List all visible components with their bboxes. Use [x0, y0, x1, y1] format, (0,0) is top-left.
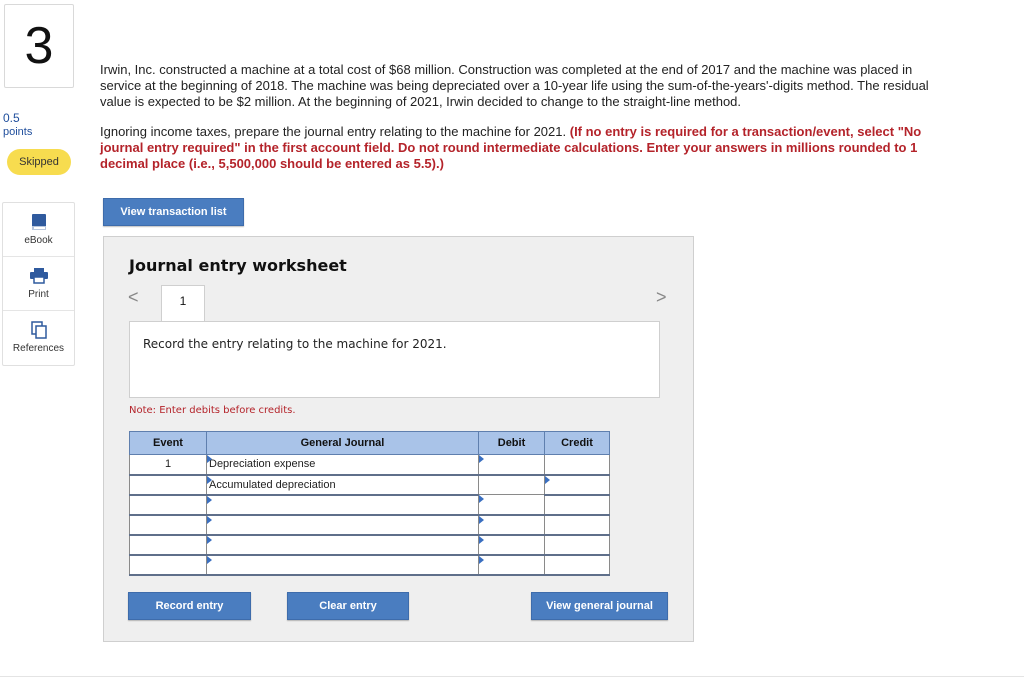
question-text: Irwin, Inc. constructed a machine at a total cost of $68 million. Construction was completed at the end of 2017 and the machine was placed in service at the beginning of 2018. The machine was being depreciated over a 10-year life using the sum-of-the-years'-digits method. The residual value is expected to be $2 million. At the beginning of 2021, Irwin decided to change to the straight-line method. — [100, 62, 929, 109]
journal-table — [129, 431, 610, 576]
event-cell — [130, 535, 207, 555]
clear-entry-button[interactable]: Clear entry — [287, 592, 409, 620]
ebook-label: eBook — [24, 235, 53, 246]
account-select[interactable] — [207, 455, 479, 475]
ebook-button[interactable] — [3, 203, 74, 257]
references-button[interactable] — [3, 311, 74, 365]
debit-input[interactable] — [479, 555, 545, 575]
dropdown-marker-icon — [207, 536, 212, 544]
account-select[interactable] — [207, 515, 479, 535]
tools-panel — [2, 202, 75, 366]
input-marker-icon — [479, 536, 484, 544]
credit-input[interactable] — [545, 555, 610, 575]
question-number-box — [4, 4, 74, 88]
credit-input[interactable] — [545, 515, 610, 535]
account-value: Accumulated depreciation — [209, 478, 336, 491]
input-marker-icon — [545, 476, 550, 484]
question-number: 3 — [24, 17, 54, 75]
header-event: Event — [130, 432, 207, 455]
table-row — [130, 555, 610, 575]
record-entry-button[interactable]: Record entry — [128, 592, 251, 620]
instructions — [100, 124, 950, 172]
prev-entry-arrow[interactable]: < — [128, 287, 139, 307]
next-entry-arrow[interactable]: > — [656, 287, 667, 307]
record-prompt-box — [129, 321, 660, 398]
view-general-journal-button[interactable]: View general journal — [531, 592, 668, 620]
print-label: Print — [28, 289, 49, 300]
instruction-text: Ignoring income taxes, prepare the journal entry relating to the machine for 2021. — [100, 124, 570, 139]
dropdown-marker-icon — [207, 496, 212, 504]
header-credit: Credit — [545, 432, 610, 455]
credit-input[interactable] — [545, 495, 610, 515]
input-marker-icon — [479, 556, 484, 564]
tab-entry-1[interactable]: 1 — [161, 285, 205, 321]
record-prompt: Record the entry relating to the machine for 2021. — [143, 337, 447, 351]
account-select[interactable] — [207, 475, 479, 495]
debit-input[interactable] — [479, 495, 545, 515]
table-row — [130, 495, 610, 515]
view-transaction-list-button[interactable]: View transaction list — [103, 198, 244, 226]
debit-input[interactable] — [479, 535, 545, 555]
table-row — [130, 535, 610, 555]
credit-input[interactable] — [545, 475, 610, 495]
header-debit: Debit — [479, 432, 545, 455]
table-row — [130, 515, 610, 535]
instruction-warning: (If no entry is required for a transaction/event, select "No journal entry required" in the first account field. Do not round intermediate calculations. Enter your answers in millions rounded to 1 decimal place (i.e., 5,500,000 should be entered as 5.5).) — [100, 124, 922, 171]
input-marker-icon — [479, 516, 484, 524]
debit-input[interactable] — [479, 515, 545, 535]
table-row — [130, 475, 610, 495]
input-marker-icon — [479, 495, 484, 503]
dropdown-marker-icon — [207, 516, 212, 524]
references-label: References — [12, 343, 65, 354]
debit-credit-note: Note: Enter debits before credits. — [129, 405, 296, 416]
worksheet-title: Journal entry worksheet — [129, 256, 347, 275]
header-general-journal: General Journal — [207, 432, 479, 455]
account-select[interactable] — [207, 535, 479, 555]
event-cell: 1 — [130, 455, 207, 475]
input-marker-icon — [479, 455, 484, 463]
event-cell — [130, 495, 207, 515]
event-cell — [130, 555, 207, 575]
print-button[interactable] — [3, 257, 74, 311]
book-icon — [29, 212, 49, 232]
dropdown-marker-icon — [207, 455, 212, 463]
debit-input[interactable] — [479, 455, 545, 475]
credit-input[interactable] — [545, 455, 610, 475]
points-label: points — [3, 126, 33, 138]
page-divider — [0, 676, 1024, 677]
points-value: 0.5 — [3, 111, 20, 125]
dropdown-marker-icon — [207, 476, 212, 484]
account-select[interactable] — [207, 555, 479, 575]
credit-input[interactable] — [545, 535, 610, 555]
account-select[interactable] — [207, 495, 479, 515]
journal-entry-worksheet — [103, 236, 694, 642]
status-badge: Skipped — [7, 149, 71, 175]
printer-icon — [29, 266, 49, 286]
table-row — [130, 455, 610, 475]
event-cell — [130, 515, 207, 535]
debit-input[interactable] — [479, 475, 545, 495]
dropdown-marker-icon — [207, 556, 212, 564]
event-cell — [130, 475, 207, 495]
account-value: Depreciation expense — [209, 458, 316, 471]
references-icon — [29, 320, 49, 340]
